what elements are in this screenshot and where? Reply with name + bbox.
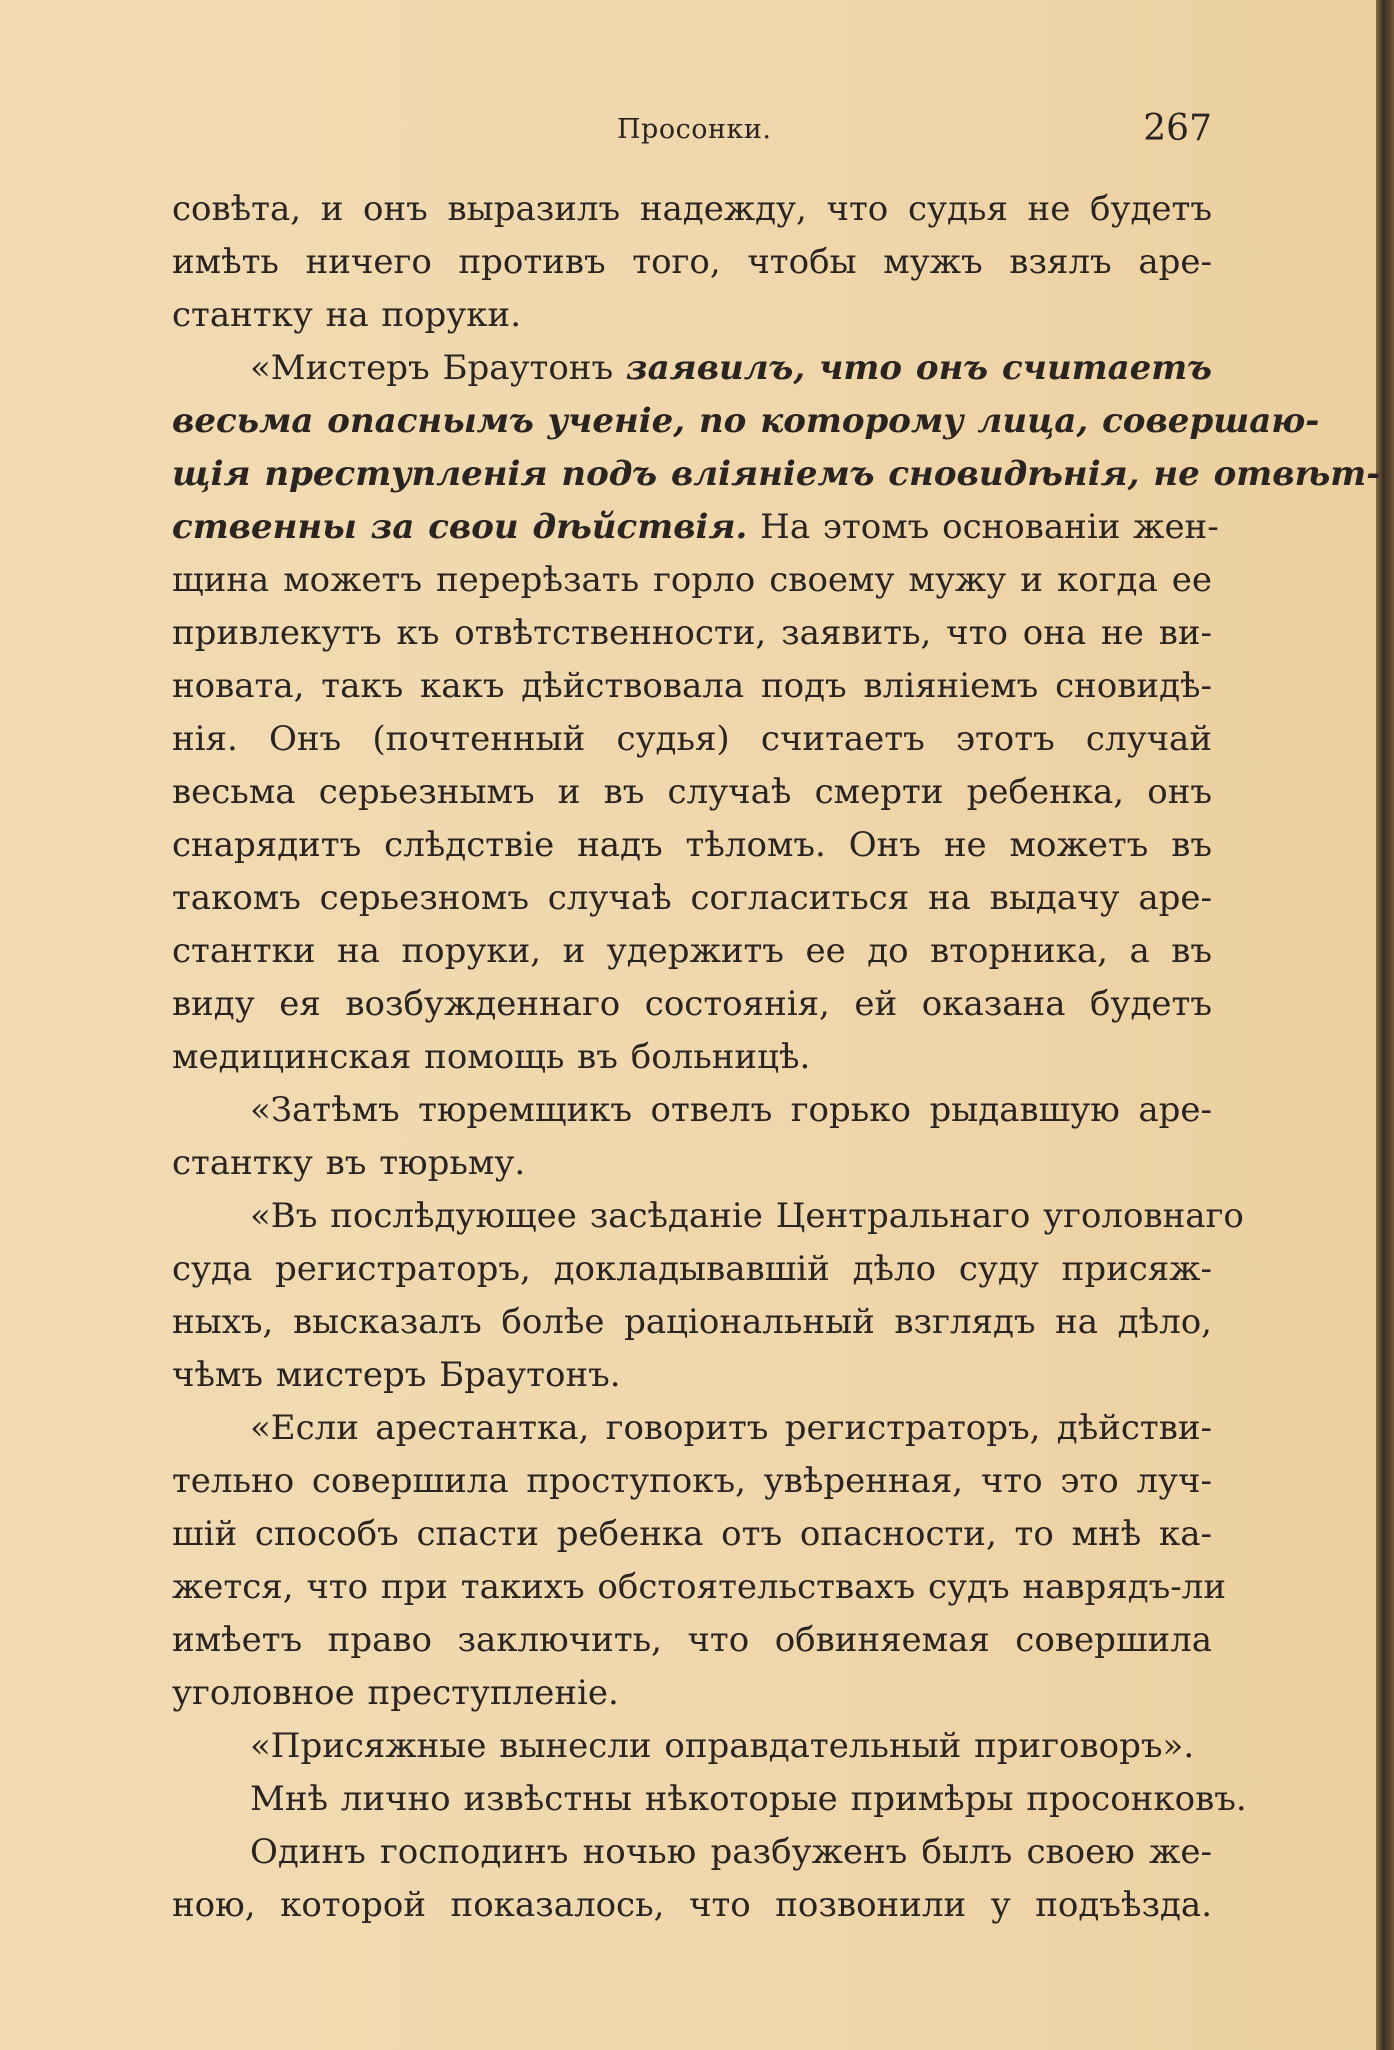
text-span: снарядитъ слѣдствіе надъ тѣломъ. Онъ не можетъ въ bbox=[172, 825, 1212, 865]
text-span: имѣть ничего противъ того, чтобы мужъ взялъ аре- bbox=[172, 242, 1212, 282]
text-line bbox=[172, 1826, 1212, 1879]
text-span: ною, которой показалось, что позвонили у подъѣзда. bbox=[172, 1885, 1212, 1925]
page-edge-shadow bbox=[1376, 0, 1394, 2050]
text-span: весьма серьезнымъ и въ случаѣ смерти ребенка, онъ bbox=[172, 772, 1212, 812]
text-span: такомъ серьезномъ случаѣ согласиться на выдачу аре- bbox=[172, 878, 1212, 918]
text-line bbox=[172, 660, 1212, 713]
text-span: нія. Онъ (почтенный судья) считаетъ этотъ случай bbox=[172, 719, 1212, 759]
text-line bbox=[172, 342, 1212, 395]
text-line bbox=[172, 978, 1212, 1031]
text-line bbox=[172, 766, 1212, 819]
italic-span: весьма опаснымъ ученіе, по которому лица, совершаю- bbox=[172, 401, 1320, 441]
text-line bbox=[172, 1402, 1212, 1455]
text-span: жется, что при такихъ обстоятельствахъ судъ наврядъ-ли bbox=[172, 1567, 1227, 1607]
text-span: уголовное преступленіе. bbox=[172, 1673, 619, 1713]
text-line bbox=[172, 1455, 1212, 1508]
text-span: суда регистраторъ, докладывавшій дѣло суду присяж- bbox=[172, 1249, 1212, 1289]
text-span: шій способъ спасти ребенка отъ опасности, то мнѣ ка- bbox=[172, 1514, 1212, 1554]
text-line bbox=[172, 1137, 1212, 1190]
text-line bbox=[172, 395, 1320, 448]
text-span: совѣта, и онъ выразилъ надежду, что судья не будетъ bbox=[172, 189, 1212, 229]
text-span: «Въ послѣдующее засѣданіе Центральнаго уголовнаго bbox=[250, 1196, 1244, 1236]
text-line bbox=[172, 1561, 1227, 1614]
text-line bbox=[172, 713, 1212, 766]
text-span: «Присяжные вынесли оправдательный приговоръ». bbox=[250, 1726, 1195, 1766]
text-line bbox=[172, 1879, 1212, 1932]
text-span: «Мистеръ Браутонъ bbox=[250, 348, 626, 388]
running-title: Просонки. bbox=[617, 114, 772, 145]
text-span: ныхъ, высказалъ болѣе раціональный взглядъ на дѣло, bbox=[172, 1302, 1212, 1342]
text-line bbox=[172, 819, 1212, 872]
text-span: стантку въ тюрьму. bbox=[172, 1143, 526, 1183]
text-span: стантку на поруки. bbox=[172, 295, 522, 335]
running-head bbox=[172, 108, 1212, 158]
text-span: стантки на поруки, и удержитъ ее до вторника, а въ bbox=[172, 931, 1212, 971]
text-line bbox=[172, 501, 1219, 554]
text-span: щина можетъ перерѣзать горло своему мужу и когда ее bbox=[172, 560, 1212, 600]
text-span: «Если арестантка, говоритъ регистраторъ, дѣйстви- bbox=[250, 1408, 1212, 1448]
text-line bbox=[172, 183, 1212, 236]
text-line bbox=[172, 289, 1212, 342]
text-span: Мнѣ лично извѣстны нѣкоторые примѣры просонковъ. bbox=[250, 1779, 1247, 1819]
text-span: новата, такъ какъ дѣйствовала подъ вліяніемъ сновидѣ- bbox=[172, 666, 1212, 706]
italic-span: заявилъ, что онъ считаетъ bbox=[625, 348, 1212, 388]
text-line bbox=[172, 1614, 1212, 1667]
text-line bbox=[172, 1243, 1212, 1296]
text-line bbox=[172, 925, 1212, 978]
text-line bbox=[172, 607, 1212, 660]
text-span: привлекутъ къ отвѣтственности, заявить, что она не ви- bbox=[172, 613, 1212, 653]
text-line bbox=[172, 448, 1381, 501]
text-line bbox=[172, 1031, 1212, 1084]
text-span: виду ея возбужденнаго состоянія, ей оказана будетъ bbox=[172, 984, 1212, 1024]
text-span: «Затѣмъ тюремщикъ отвелъ горько рыдавшую аре- bbox=[250, 1090, 1212, 1130]
text-span: На этомъ основаніи жен- bbox=[747, 507, 1219, 547]
text-line bbox=[172, 1667, 1212, 1720]
italic-span: ственны за свои дѣйствія. bbox=[172, 507, 748, 547]
text-span: медицинская помощь въ больницѣ. bbox=[172, 1037, 811, 1077]
text-span: тельно совершила проступокъ, увѣренная, что это луч- bbox=[172, 1461, 1212, 1501]
text-span: чѣмъ мистеръ Браутонъ. bbox=[172, 1355, 621, 1395]
text-line bbox=[172, 1508, 1212, 1561]
text-line bbox=[172, 1190, 1244, 1243]
text-line bbox=[172, 554, 1212, 607]
text-span: Одинъ господинъ ночью разбуженъ былъ своею же- bbox=[250, 1832, 1212, 1872]
text-line bbox=[172, 1349, 1212, 1402]
text-line bbox=[172, 1084, 1212, 1137]
text-line bbox=[172, 1773, 1247, 1826]
text-span: имѣетъ право заключить, что обвиняемая совершила bbox=[172, 1620, 1212, 1660]
text-line bbox=[172, 1296, 1212, 1349]
text-line bbox=[172, 1720, 1212, 1773]
italic-span: щія преступленія подъ вліяніемъ сновидѣнія, не отвѣт- bbox=[172, 454, 1381, 494]
page-number: 267 bbox=[1143, 108, 1212, 149]
text-line bbox=[172, 872, 1212, 925]
body-text bbox=[172, 183, 1381, 1932]
text-line bbox=[172, 236, 1212, 289]
